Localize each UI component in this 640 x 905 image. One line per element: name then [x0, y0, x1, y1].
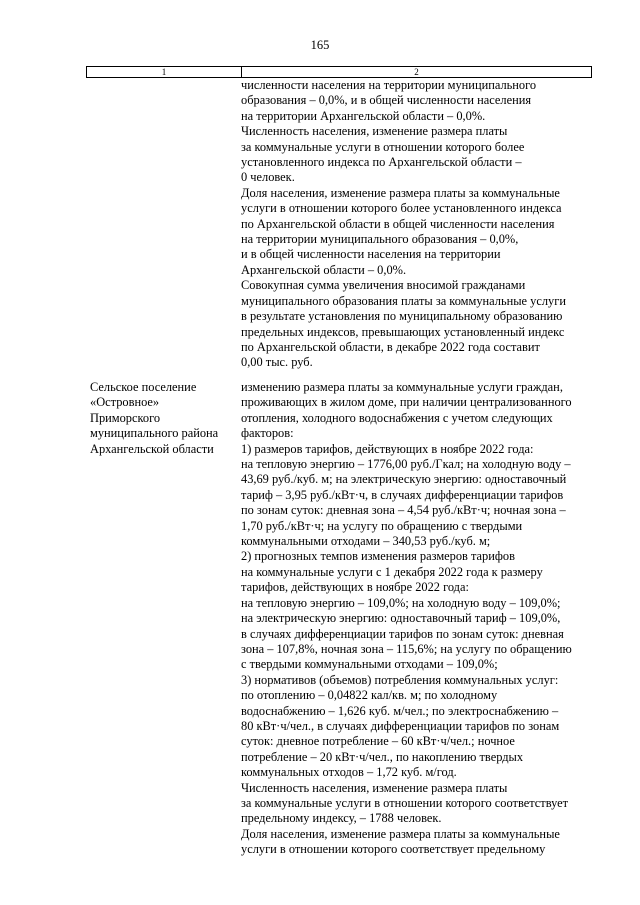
text-line: водоснабжению – 1,626 куб. м/чел.; по электроснабжению – [241, 703, 559, 718]
text-line: за коммунальные услуги в отношении которого более [241, 139, 525, 154]
municipality-line: Архангельской области [90, 441, 214, 456]
text-line: зона – 107,8%, ночная зона – 115,6%; на услугу по обращению [241, 641, 572, 656]
text-line: 1,70 руб./кВт·ч; на услугу по обращению с твердыми [241, 518, 523, 533]
text-line: муниципального образования платы за коммунальные услуги [241, 293, 566, 308]
text-line: 80 кВт·ч/чел., в случаях дифференциации тарифов по зонам [241, 718, 560, 733]
municipality-name [90, 380, 218, 457]
text-line: на коммунальные услуги с 1 декабря 2022 года к размеру [241, 564, 543, 579]
municipality-line: «Островное» [90, 395, 160, 410]
text-line: Доля населения, изменение размера платы за коммунальные [241, 185, 560, 200]
text-line: в случаях дифференциации тарифов по зонам суток: дневная [241, 626, 564, 641]
text-line: коммунальными отходами – 340,53 руб./куб. м; [241, 534, 491, 549]
text-line: и в общей численности населения на территории [241, 247, 501, 262]
table-header-col2: 2 [414, 67, 419, 77]
text-line: предельных индексов, превышающих установленный индекс [241, 324, 565, 339]
text-line: 3) нормативов (объемов) потребления коммунальных услуг: [241, 672, 559, 687]
text-line: изменению размера платы за коммунальные услуги граждан, [241, 380, 563, 394]
text-line: факторов: [241, 426, 294, 441]
municipality-line: муниципального района [90, 426, 219, 441]
text-line: на тепловую энергию – 109,0%; на холодную воду – 109,0%; [241, 595, 561, 610]
text-line: за коммунальные услуги в отношении которого соответствует [241, 795, 569, 810]
text-line: 0 человек. [241, 170, 295, 185]
page-number: 165 [310, 38, 330, 52]
table-header-col1: 1 [87, 67, 242, 77]
text-line: в результате установления по муниципальному образованию [241, 309, 563, 324]
text-line: на территории муниципального образования – 0,0%, [241, 232, 519, 247]
text-line: по зонам суток: дневная зона – 4,54 руб./кВт·ч; ночная зона – [241, 503, 566, 518]
text-line: Совокупная сумма увеличения вносимой гражданами [241, 278, 526, 293]
text-line: 1) размеров тарифов, действующих в ноябре 2022 года: [241, 441, 534, 456]
text-line: на территории Архангельской области – 0,0%. [241, 108, 486, 123]
text-line: на электрическую энергию: одноставочный тариф – 109,0%, [241, 611, 561, 626]
text-line: 0,00 тыс. руб. [241, 355, 313, 370]
text-line: численности населения на территории муниципального [241, 78, 537, 92]
text-line: 2) прогнозных темпов изменения размеров тарифов [241, 549, 515, 564]
text-line: Архангельской области – 0,0%. [241, 262, 407, 277]
text-line: тарифов, действующих в ноябре 2022 года: [241, 580, 469, 595]
text-line: потребление – 20 кВт·ч/чел., по накоплению твердых [241, 749, 524, 764]
table-header-row [86, 66, 592, 78]
text-line: услуги в отношении которого более установленного индекса [241, 201, 562, 216]
text-line: по отоплению – 0,04822 кал/кв. м; по холодному [241, 688, 498, 703]
text-line: услуги в отношении которого соответствует предельному [241, 842, 546, 857]
text-line: по Архангельской области в общей численности населения [241, 216, 555, 231]
text-line: 43,69 руб./куб. м; на электрическую энергию: одноставочный [241, 472, 567, 487]
text-line: предельному индексу, – 1788 человек. [241, 811, 442, 826]
text-line: тариф – 3,95 руб./кВт·ч, в случаях дифференциации тарифов [241, 487, 564, 502]
text-line: Численность населения, изменение размера платы [241, 780, 508, 795]
text-line: установленного индекса по Архангельской области – [241, 155, 522, 170]
continuation-text [241, 78, 566, 371]
text-line: на тепловую энергию – 1776,00 руб./Гкал; на холодную воду – [241, 457, 571, 472]
municipality-line: Приморского [90, 410, 161, 425]
text-line: отопления, холодного водоснабжения с учетом следующих [241, 410, 553, 425]
municipality-line: Сельское поселение [90, 380, 197, 394]
text-line: проживающих в жилом доме, при наличии централизованного [241, 395, 572, 410]
text-line: по Архангельской области, в декабре 2022 года составит [241, 339, 540, 354]
tariff-description [241, 380, 572, 858]
text-line: Численность населения, изменение размера платы [241, 124, 508, 139]
text-line: образования – 0,0%, и в общей численности населения [241, 93, 532, 108]
text-line: Доля населения, изменение размера платы за коммунальные [241, 826, 560, 841]
text-line: суток: дневное потребление – 60 кВт·ч/чел.; ночное [241, 734, 515, 749]
text-line: коммунальных отходов – 1,72 куб. м/год. [241, 765, 457, 780]
text-line: с твердыми коммунальными отходами – 109,0%; [241, 657, 498, 672]
